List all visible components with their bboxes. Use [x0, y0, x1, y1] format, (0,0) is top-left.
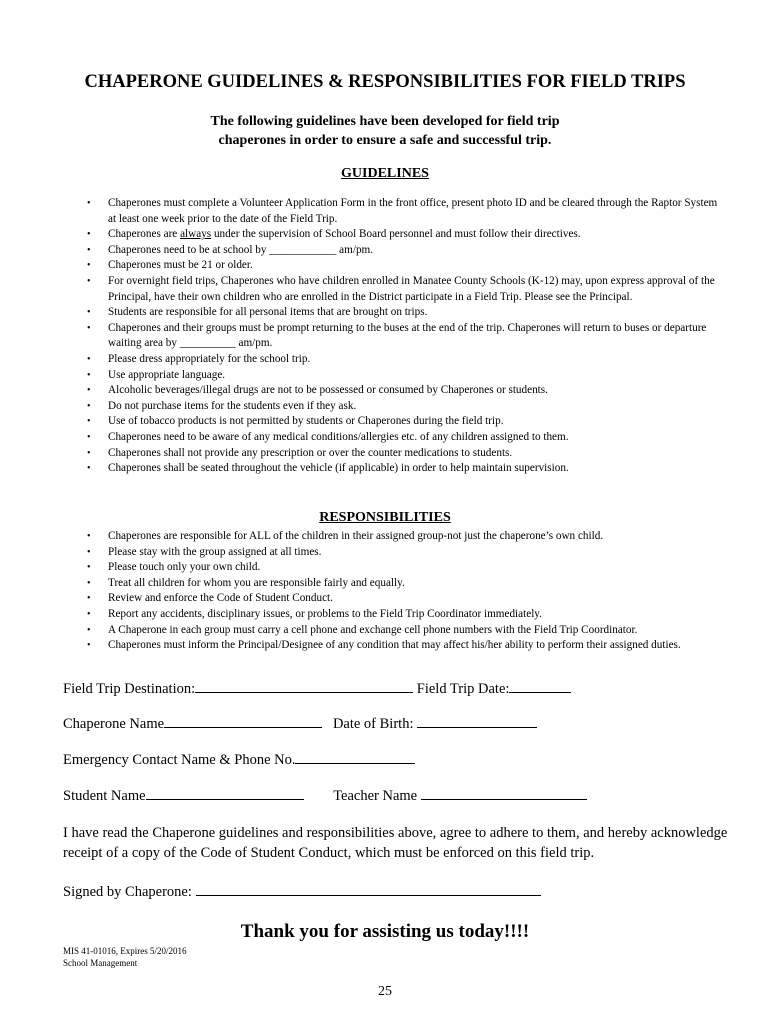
student-name-label: Student Name [63, 788, 146, 804]
list-item: • Do not purchase items for the students even if they ask. [87, 399, 727, 415]
chaperone-row [63, 716, 537, 733]
department-name: School Management [63, 958, 138, 968]
page-title: CHAPERONE GUIDELINES & RESPONSIBILITIES FOR FIELD TRIPS [84, 72, 686, 92]
list-item: • Please dress appropriately for the school trip. [87, 352, 727, 368]
intro-text [0, 112, 770, 150]
list-item: • For overnight field trips, Chaperones who have children enrolled in Manatee County Schools (K-12) may, upon express approval of the Principal, have their own children who are enrolled in the District participate in a Field Trip. Please see the Principal. [87, 274, 715, 303]
emergency-row [63, 752, 415, 769]
page-number: 25 [378, 984, 392, 999]
list-item: • Treat all children for whom you are responsible fairly and equally. [87, 576, 727, 592]
list-item: • Chaperones must complete a Volunteer Application Form in the front office, present photo ID and be cleared through the Raptor System at least one week prior to the date of the Field Trip. [87, 197, 718, 225]
signature-field[interactable] [196, 894, 541, 896]
list-item: • Chaperones are always under the supervision of School Board personnel and must follow their directives. [87, 227, 727, 243]
list-item: • Chaperones need to be aware of any medical conditions/allergies etc. of any children assigned to them. [87, 430, 727, 446]
bullet-icon: • [87, 353, 91, 365]
list-item: • Review and enforce the Code of Student Conduct. [87, 591, 727, 607]
list-item: • Chaperones need to be at school by ____________ am/pm. [87, 243, 727, 259]
bullet-icon: • [87, 624, 91, 636]
bullet-icon: • [87, 198, 91, 209]
thank-you-message: Thank you for assisting us today!!!! [240, 921, 530, 942]
list-item: • Use appropriate language. [87, 368, 727, 384]
list-item: • A Chaperone in each group must carry a cell phone and exchange cell phone numbers with the Field Trip Coordinator. [87, 623, 727, 639]
bullet-icon: • [87, 447, 91, 459]
intro-line-1: The following guidelines have been developed for field trip [210, 114, 560, 129]
intro-line-2: chaperones in order to ensure a safe and successful trip. [218, 133, 552, 148]
bullet-icon: • [87, 244, 91, 256]
destination-field[interactable] [195, 691, 413, 693]
trip-date-field[interactable] [509, 691, 571, 693]
responsibilities-list [87, 529, 727, 654]
bullet-icon: • [87, 275, 91, 287]
bullet-icon: • [87, 229, 91, 241]
teacher-name-label: Teacher Name [333, 788, 418, 804]
list-item: • Chaperones must be 21 or older. [87, 258, 727, 274]
signature-row [63, 884, 541, 901]
bullet-icon: • [87, 307, 91, 319]
list-item: • Report any accidents, disciplinary issues, or problems to the Field Trip Coordinator immediately. [87, 607, 727, 623]
acknowledgement-text: I have read the Chaperone guidelines and responsibilities above, agree to adhere to them, and hereby acknowledge receipt of a copy of the Code of Student Conduct, which must be enforced on this field trip. [63, 825, 728, 861]
bullet-icon: • [87, 640, 91, 652]
bullet-icon: • [87, 385, 91, 397]
bullet-icon: • [87, 416, 91, 428]
form-footer [63, 945, 187, 969]
bullet-icon: • [87, 562, 91, 574]
bullet-icon: • [87, 369, 91, 381]
bullet-icon: • [87, 400, 91, 412]
bullet-icon: • [87, 431, 91, 443]
teacher-name-field[interactable] [421, 798, 587, 800]
chaperone-name-label: Chaperone Name [63, 716, 165, 732]
list-item: • Chaperones must inform the Principal/Designee of any condition that may affect his/her ability to perform their assigned duties. [87, 638, 727, 654]
list-item: • Alcoholic beverages/illegal drugs are not to be possessed or consumed by Chaperones or students. [87, 383, 727, 399]
guidelines-list [87, 196, 727, 477]
bullet-icon: • [87, 577, 91, 589]
list-item: • Chaperones shall not provide any prescription or over the counter medications to students. [87, 446, 727, 462]
bullet-icon: • [87, 531, 91, 542]
signature-label: Signed by Chaperone: [63, 884, 192, 900]
list-item: • Please stay with the group assigned at all times. [87, 545, 727, 561]
trip-date-label: Field Trip Date: [416, 681, 510, 697]
list-item: • Chaperones shall be seated throughout the vehicle (if applicable) in order to help maintain supervision. [87, 461, 727, 477]
emphasis-always: always [180, 228, 212, 241]
bullet-icon: • [87, 322, 91, 334]
bullet-icon: • [87, 463, 91, 475]
emergency-contact-label: Emergency Contact Name & Phone No. [63, 752, 296, 768]
list-item: • Chaperones are responsible for ALL of the children in their assigned group-not just the chaperone’s own child. [87, 529, 727, 545]
student-row [63, 788, 587, 805]
list-item: • Students are responsible for all personal items that are brought on trips. [87, 305, 727, 321]
bullet-icon: • [87, 608, 91, 620]
list-item: • Please touch only your own child. [87, 560, 727, 576]
responsibilities-heading: RESPONSIBILITIES [319, 510, 451, 525]
bullet-icon: • [87, 546, 91, 558]
guidelines-heading: GUIDELINES [341, 166, 429, 181]
bullet-icon: • [87, 593, 91, 605]
bullet-icon: • [87, 260, 91, 272]
dob-label: Date of Birth: [332, 716, 414, 732]
emergency-contact-field[interactable] [295, 762, 415, 764]
chaperone-name-field[interactable] [164, 726, 322, 728]
student-name-field[interactable] [146, 798, 304, 800]
form-number: MIS 41-01016, Expires 5/20/2016 [63, 946, 187, 956]
list-item: • Chaperones and their groups must be prompt returning to the buses at the end of the trip. Chaperones will return to buses or departure waiting area by __________ am/pm. [87, 321, 707, 350]
destination-row [63, 681, 571, 698]
dob-field[interactable] [417, 726, 537, 728]
list-item: • Use of tobacco products is not permitted by students or Chaperones during the field trip. [87, 414, 727, 430]
destination-label: Field Trip Destination: [63, 681, 196, 697]
